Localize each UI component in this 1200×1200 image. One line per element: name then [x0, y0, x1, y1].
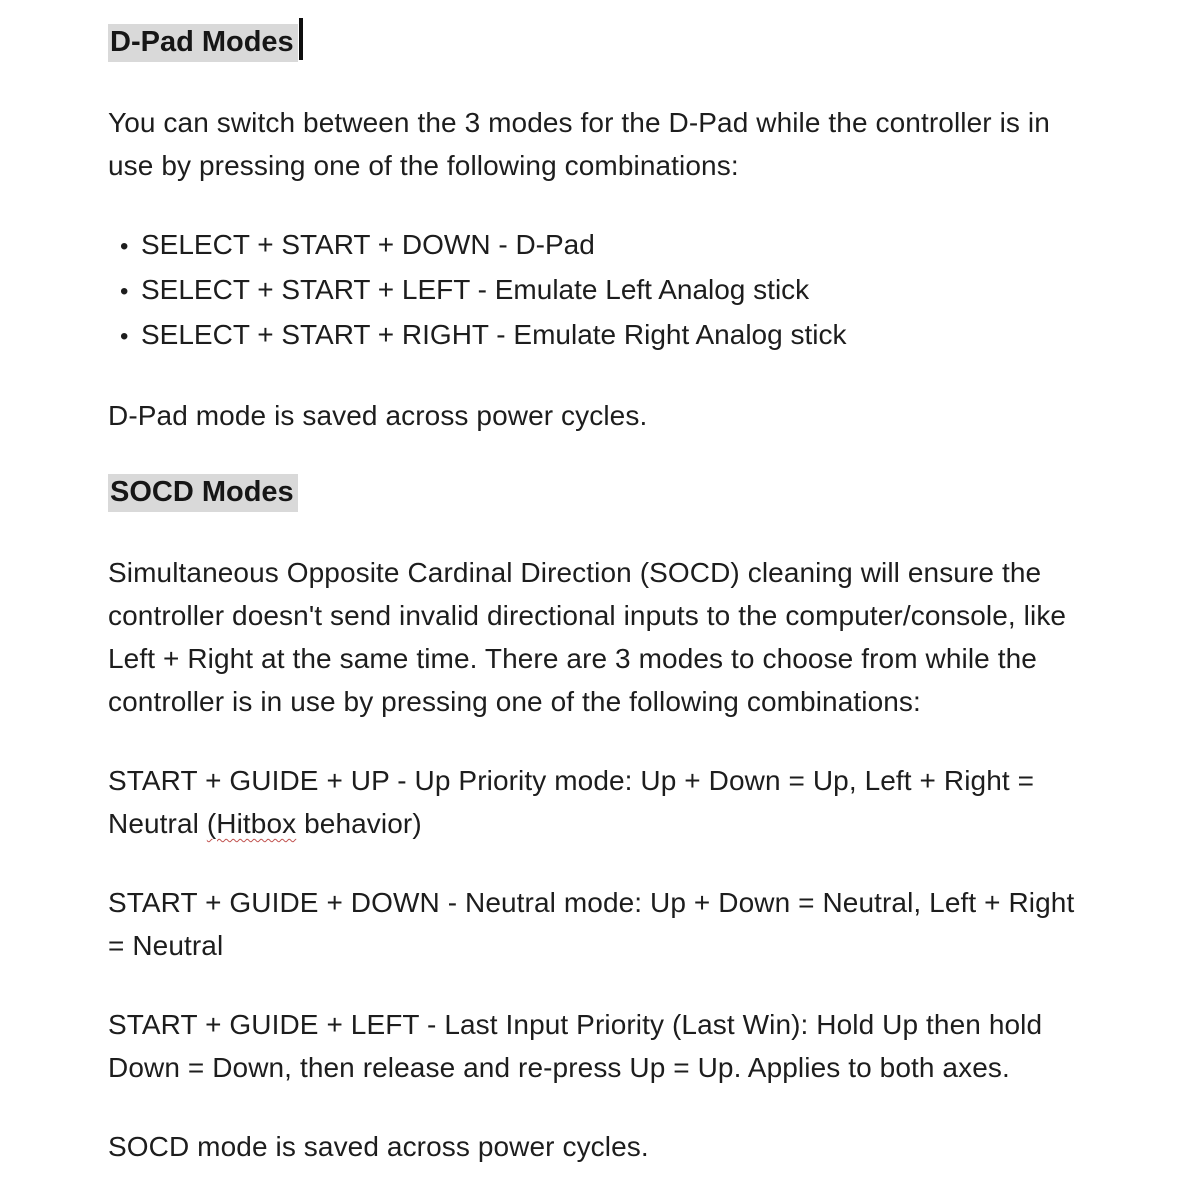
paragraph-dpad-intro: You can switch between the 3 modes for the D-Pad while the controller is in use by pressing one of the following combinations:: [108, 107, 1050, 181]
text-cursor: [299, 18, 303, 60]
list-item-left-analog: [120, 268, 1090, 313]
bullet-marker: •: [120, 233, 129, 260]
list-item-text: SELECT + START + DOWN - D-Pad: [141, 229, 595, 260]
bullet-marker: •: [120, 278, 129, 305]
list-item-right-analog: [120, 313, 1090, 358]
paragraph-socd-last-win: START + GUIDE + LEFT - Last Input Priority (Last Win): Hold Up then hold Down = Down, then release and re-press Up = Up. Applies to both axes.: [108, 1009, 1043, 1083]
misspelled-word: (Hitbox: [206, 808, 297, 839]
bullet-marker: •: [120, 323, 129, 350]
heading-dpad-modes-text: D-Pad Modes: [108, 24, 298, 62]
heading-dpad-modes: [108, 18, 1090, 61]
paragraph-socd-intro: Simultaneous Opposite Cardinal Direction (SOCD) cleaning will ensure the controller doesn't send invalid directional inputs to the computer/console, like Left + Right at the same time. There are 3 modes to choose from while the controller is in use by pressing one of the following combinations:: [108, 557, 1067, 717]
heading-socd-modes-text: SOCD Modes: [108, 474, 298, 512]
list-item-dpad: [120, 223, 1090, 268]
list-item-text: SELECT + START + LEFT - Emulate Left Analog stick: [141, 274, 810, 305]
paragraph-socd-neutral: START + GUIDE + DOWN - Neutral mode: Up + Down = Neutral, Left + Right = Neutral: [108, 887, 1075, 961]
socd-up-priority-text: START + GUIDE + UP - Up Priority mode: Up + Down = Up, Left + Right = Neutral: [108, 765, 1035, 839]
paragraph-socd-saved: SOCD mode is saved across power cycles.: [108, 1131, 649, 1162]
heading-socd-modes: [108, 473, 1090, 511]
paragraph-socd-up-priority: [108, 759, 1083, 845]
list-item-text: SELECT + START + RIGHT - Emulate Right Analog stick: [141, 319, 847, 350]
dpad-mode-list: [108, 223, 1090, 358]
paragraph-dpad-saved: D-Pad mode is saved across power cycles.: [108, 400, 648, 431]
socd-up-priority-text-end: behavior): [296, 808, 422, 839]
